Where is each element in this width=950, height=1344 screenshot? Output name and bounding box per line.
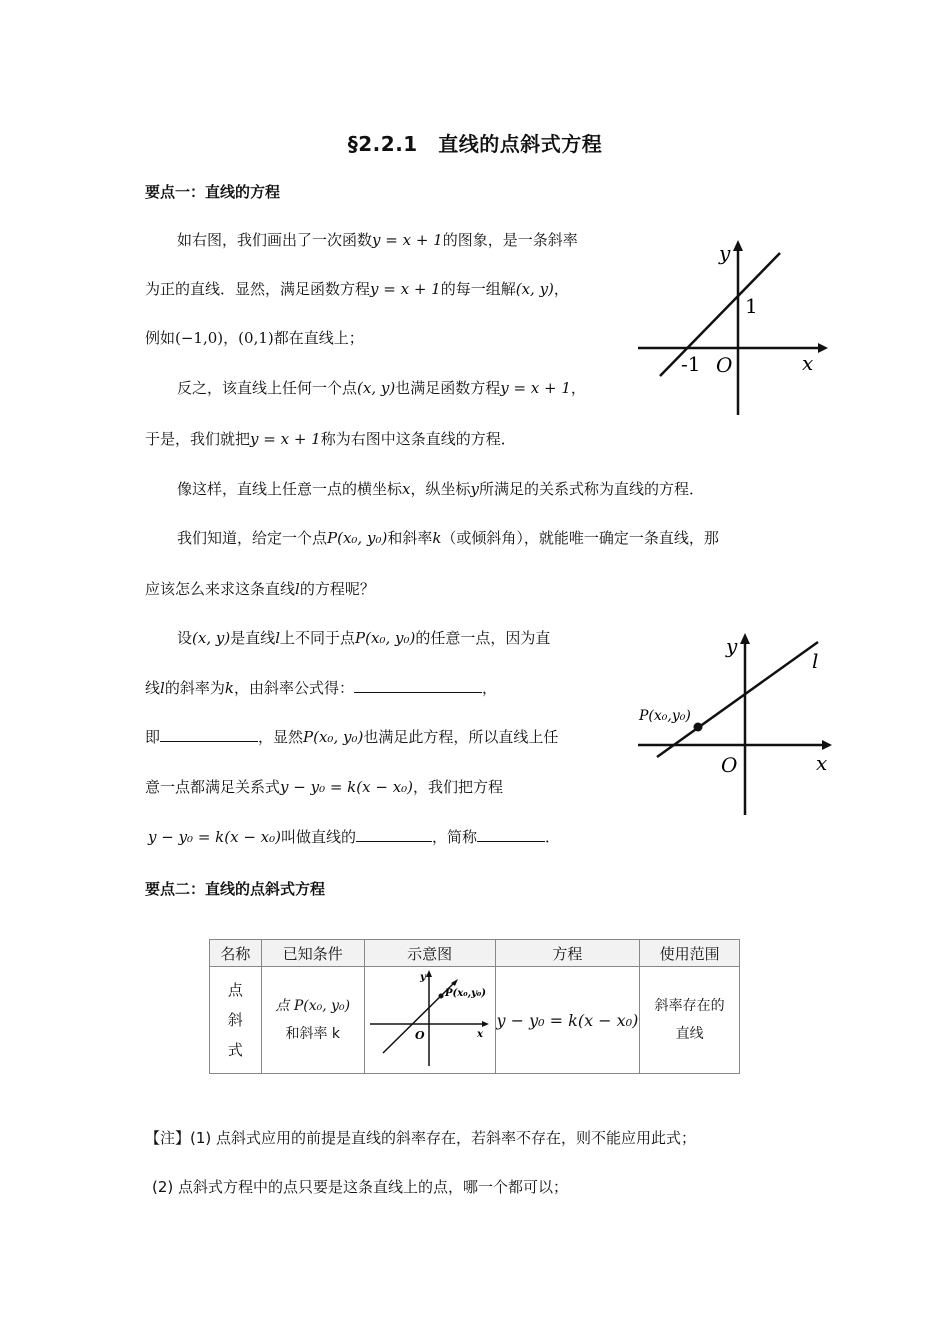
page-title: §2.2.1 直线的点斜式方程 xyxy=(347,132,603,156)
paragraph-line: y − y₀ = k(x − x₀)叫做直线的 ，简称 ． xyxy=(148,828,561,846)
note-1: 【注】(1) 点斜式应用的前提是直线的斜率存在，若斜率不存在，则不能应用此式； xyxy=(145,1129,697,1147)
y-intercept-label: 1 xyxy=(745,294,758,318)
x-axis-label: x xyxy=(816,751,828,775)
table-header-row xyxy=(210,940,740,967)
table-header-cell: 已知条件 xyxy=(261,940,364,967)
paragraph-line: 反之，该直线上任何一个点(x, y)也满足函数方程y = x + 1， xyxy=(177,379,586,397)
origin-label: O xyxy=(721,753,738,777)
graph-point-slope-line xyxy=(630,630,840,820)
mini-x-label: x xyxy=(477,1029,484,1040)
paragraph-line: 设(x, y)是直线l上不同于点P(x₀, y₀)的任意一点，因为直 xyxy=(177,629,551,647)
mini-point-label: P(x₀,y₀) xyxy=(445,988,487,999)
section-heading-two: 要点二：直线的点斜式方程 xyxy=(145,880,326,898)
name-cell: 点 斜 式 xyxy=(210,967,262,1074)
point-p xyxy=(694,723,703,732)
table-header-cell: 使用范围 xyxy=(640,940,740,967)
x-axis-arrow xyxy=(818,343,828,353)
x-axis-label: x xyxy=(802,351,814,375)
mini-x-axis-arrow xyxy=(482,1021,489,1027)
y-axis-label: y xyxy=(719,241,731,265)
point-p-label: P(x₀,y₀) xyxy=(639,708,691,724)
scope-cell: 斜率存在的 直线 xyxy=(640,967,740,1074)
mini-graph xyxy=(365,967,494,1069)
paragraph-line: 例如(−1,0)，(0,1)都在直线上； xyxy=(145,329,364,347)
section-heading-one: 要点一：直线的方程 xyxy=(145,183,281,201)
x-intercept-label: -1 xyxy=(681,352,701,376)
paragraph-line: 于是，我们就把y = x + 1称为右图中这条直线的方程． xyxy=(145,430,516,448)
paragraph-line: 应该怎么来求这条直线l的方程呢？ xyxy=(145,580,375,598)
answer-blank[interactable] xyxy=(356,827,432,842)
paragraph-line: 线l的斜率为k，由斜率公式得： ， xyxy=(145,679,497,697)
y-axis-arrow xyxy=(740,633,750,644)
equation-cell: y − y₀ = k(x − x₀) xyxy=(495,967,640,1074)
paragraph-line: 像这样，直线上任意一点的横坐标x，纵坐标y所满足的关系式称为直线的方程． xyxy=(177,480,704,498)
mini-origin-label: O xyxy=(415,1029,425,1042)
paragraph-line: 我们知道，给定一个点P(x₀, y₀)和斜率k（或倾斜角），就能唯一确定一条直线，那 xyxy=(177,529,719,547)
line-l xyxy=(657,642,818,757)
answer-blank[interactable] xyxy=(354,678,482,693)
mini-y-label: y xyxy=(420,972,426,983)
table-header-cell: 方程 xyxy=(495,940,640,967)
mini-point xyxy=(439,994,444,999)
graph-line-y-equals-x-plus-1 xyxy=(630,235,830,425)
y-axis-arrow xyxy=(733,240,743,251)
origin-label: O xyxy=(716,353,733,377)
line-l-label: l xyxy=(812,649,819,673)
condition-cell: 点 P(x₀, y₀) 和斜率 k xyxy=(261,967,364,1074)
paragraph-line: 为正的直线．显然，满足函数方程y = x + 1的每一组解(x, y)， xyxy=(145,280,569,298)
note-2: (2) 点斜式方程中的点只要是这条直线上的点，哪一个都可以； xyxy=(152,1178,569,1196)
answer-blank[interactable] xyxy=(477,827,545,842)
diagram-cell xyxy=(364,967,495,1074)
mini-y-axis-arrow xyxy=(426,970,432,977)
paragraph-line: 即 ，显然P(x₀, y₀)也满足此方程，所以直线上任 xyxy=(145,728,559,746)
answer-blank[interactable] xyxy=(160,727,258,742)
paragraph-line: 意一点都满足关系式y − y₀ = k(x − x₀)，我们把方程 xyxy=(145,778,504,796)
paragraph-line: 如右图，我们画出了一次函数y = x + 1的图象，是一条斜率 xyxy=(177,231,578,249)
y-axis-label: y xyxy=(726,634,738,658)
table-header-cell: 名称 xyxy=(210,940,262,967)
point-slope-summary-table xyxy=(209,939,740,1074)
table-row xyxy=(210,967,740,1074)
table-header-cell: 示意图 xyxy=(364,940,495,967)
x-axis-arrow xyxy=(822,740,832,750)
